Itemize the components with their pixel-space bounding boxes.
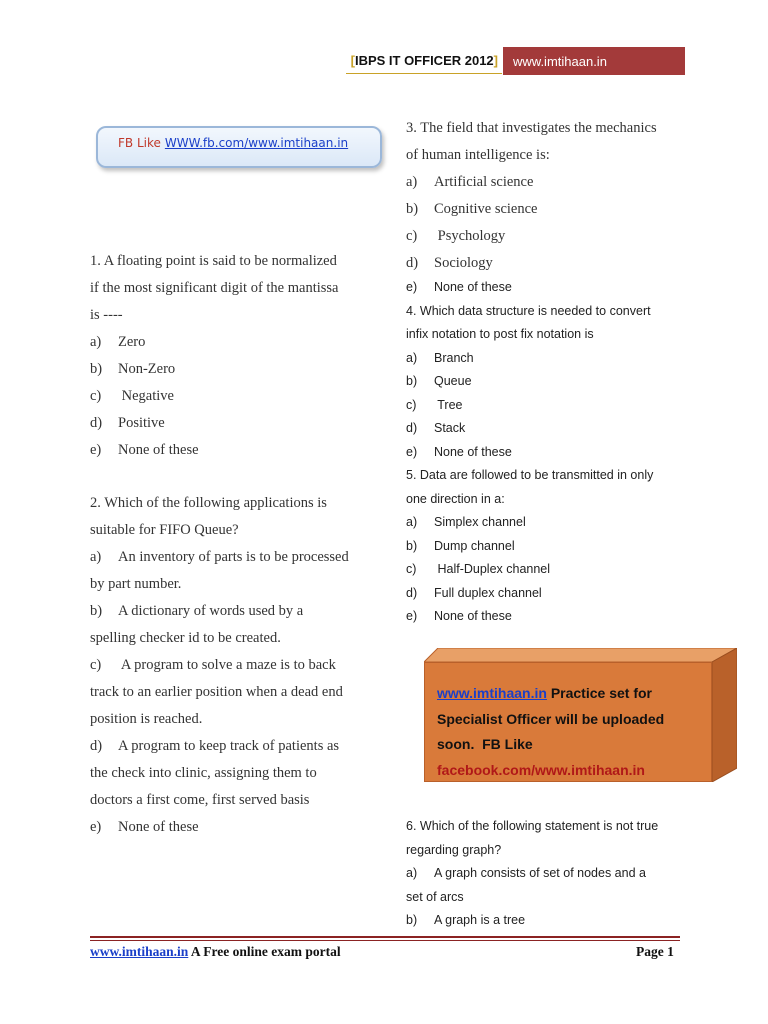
option-text: A program to keep track of patients as: [118, 738, 340, 754]
option-continuation: by part number.: [90, 576, 182, 592]
option-continuation: the check into clinic, assigning them to: [90, 765, 317, 781]
option-key: a): [406, 515, 418, 529]
promo-text-2: Specialist Officer will be uploaded: [437, 710, 665, 727]
option: [406, 441, 696, 465]
option: [406, 276, 696, 300]
option: [90, 733, 365, 760]
header-exam-title: [346, 48, 502, 74]
option-key: b): [406, 538, 418, 553]
option-text: A dictionary of words used by a: [118, 603, 304, 619]
option: [406, 169, 696, 196]
option: [406, 394, 696, 418]
option: [406, 250, 696, 277]
question-1-line-3: is ----: [90, 307, 123, 323]
fb-like-callout: [96, 126, 382, 168]
option-key: e): [406, 609, 418, 623]
footer-tagline: A Free online exam portal: [188, 944, 341, 959]
question-2-line-2: suitable for FIFO Queue?: [90, 522, 239, 538]
option-key: e): [406, 280, 418, 294]
option: [406, 511, 696, 535]
option: [90, 814, 365, 841]
footer-rule-thin: [90, 940, 680, 941]
option-text: Dump channel: [434, 538, 515, 553]
fb-like-link[interactable]: WWW.fb.com/www.imtihaan.in: [164, 136, 349, 150]
option-key: d): [90, 415, 103, 431]
question-block-sans-1: [406, 276, 696, 629]
option-text: A graph is a tree: [434, 913, 526, 927]
option: [406, 223, 696, 250]
option: [406, 196, 696, 223]
option-continuation: track to an earlier position when a dead end: [90, 684, 343, 700]
option-key: b): [406, 374, 418, 388]
option-key: a): [90, 334, 102, 350]
option-text: None of these: [434, 444, 512, 459]
bracket-close: ]: [493, 53, 498, 68]
option-key: e): [406, 444, 418, 459]
option-text: Full duplex channel: [434, 585, 542, 600]
question-3-line-2: of human intelligence is:: [406, 147, 550, 163]
question-6-line-1: 6. Which of the following statement is not true: [406, 819, 659, 833]
question-5-line-2: one direction in a:: [406, 491, 505, 506]
promo-box: [424, 648, 737, 782]
option: [406, 535, 696, 559]
option-text: Positive: [118, 415, 165, 431]
question-4-line-1: 4. Which data structure is needed to convert: [406, 303, 651, 318]
option-key: e): [90, 442, 102, 458]
option-key: b): [90, 361, 103, 377]
option: [90, 544, 365, 571]
option-key: d): [90, 738, 103, 754]
option: [406, 347, 696, 371]
option-key: c): [90, 657, 102, 673]
option-text: Negative: [118, 388, 174, 404]
option: [406, 582, 696, 606]
option: [90, 383, 365, 410]
option-text: None of these: [118, 819, 199, 835]
option-continuation: set of arcs: [406, 889, 464, 904]
option-text: Half-Duplex channel: [434, 562, 551, 576]
option: [90, 598, 365, 625]
option: [90, 652, 365, 679]
fb-like-label: FB Like: [118, 136, 161, 150]
option-key: b): [406, 913, 418, 927]
question-1-line-2: if the most significant digit of the mantissa: [90, 280, 339, 296]
question-1: [90, 248, 365, 464]
question-2-line-1: 2. Which of the following applications is: [90, 495, 327, 511]
promo-text-3: soon. FB Like: [437, 736, 533, 752]
option-text: Simplex channel: [434, 515, 526, 529]
option: [406, 370, 696, 394]
option-key: c): [90, 388, 102, 404]
question-4-line-2: infix notation to post fix notation is: [406, 327, 594, 341]
option-key: a): [90, 549, 102, 565]
option: [90, 437, 365, 464]
question-3: [406, 115, 696, 277]
option: [406, 909, 696, 933]
option-key: b): [90, 603, 103, 619]
option-text: Branch: [434, 350, 474, 365]
option-key: d): [406, 421, 418, 435]
option: [90, 329, 365, 356]
option-text: Non-Zero: [118, 361, 176, 377]
option-text: Artificial science: [434, 174, 534, 190]
option: [406, 862, 696, 886]
option-text: None of these: [434, 280, 512, 294]
page-number: Page 1: [636, 944, 674, 959]
promo-link[interactable]: www.imtihaan.in: [437, 685, 547, 701]
promo-text-1: Practice set for: [546, 685, 652, 701]
header-site-link[interactable]: www.imtihaan.in: [503, 47, 685, 75]
option-key: c): [406, 228, 418, 244]
option-key: c): [406, 562, 417, 576]
option: [406, 417, 696, 441]
option-text: None of these: [434, 609, 512, 623]
question-6: [406, 815, 696, 933]
option-text: Queue: [434, 374, 472, 388]
question-6-line-2: regarding graph?: [406, 842, 502, 857]
exam-title-text: IBPS IT OFFICER 2012: [354, 53, 494, 68]
option-text: Stack: [434, 421, 466, 435]
option-text: Tree: [434, 397, 463, 412]
option-key: d): [406, 255, 419, 271]
question-1-line-1: 1. A floating point is said to be normalized: [90, 253, 337, 269]
option: [90, 410, 365, 437]
option-continuation: spelling checker id to be created.: [90, 630, 281, 646]
option-key: c): [406, 397, 417, 412]
option-text: An inventory of parts is to be processed: [118, 549, 349, 565]
option-key: b): [406, 201, 419, 217]
option-key: d): [406, 585, 418, 600]
footer-rule-thick: [90, 936, 680, 938]
option-text: Psychology: [434, 228, 506, 244]
footer-link[interactable]: www.imtihaan.in: [90, 944, 189, 959]
option-text: A program to solve a maze is to back: [118, 657, 336, 673]
option-text: Zero: [118, 334, 146, 350]
option-key: e): [90, 819, 102, 835]
bracket-open: [: [350, 53, 355, 68]
option-text: A graph consists of set of nodes and a: [434, 866, 646, 880]
promo-fb-link[interactable]: facebook.com/www.imtihaan.in: [437, 761, 645, 778]
option-key: a): [406, 866, 418, 880]
option-text: None of these: [118, 442, 199, 458]
option: [406, 605, 696, 629]
question-5-line-1: 5. Data are followed to be transmitted in only: [406, 468, 654, 482]
question-3-line-1: 3. The field that investigates the mechanics: [406, 120, 657, 136]
promo-box-face: [424, 662, 712, 782]
option: [406, 558, 696, 582]
option-continuation: position is reached.: [90, 711, 203, 727]
option: [90, 356, 365, 383]
option-text: Sociology: [434, 255, 493, 271]
option-continuation: doctors a first come, first served basis: [90, 792, 310, 808]
footer-left: [90, 944, 341, 960]
option-key: a): [406, 174, 418, 190]
question-2: [90, 490, 365, 841]
option-text: Cognitive science: [434, 201, 538, 217]
option-key: a): [406, 350, 418, 365]
